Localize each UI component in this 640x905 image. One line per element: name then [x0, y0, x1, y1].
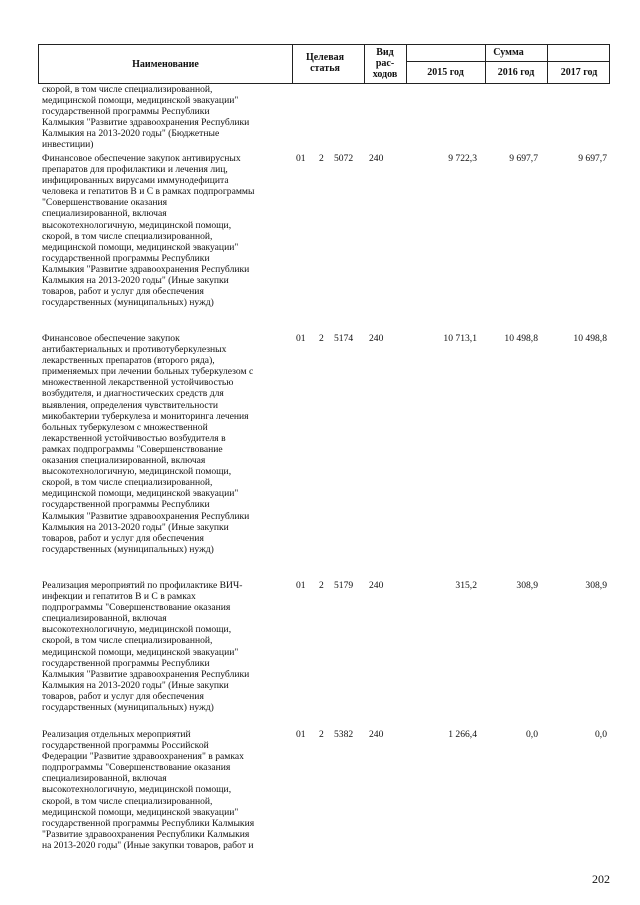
row-code-1: 01 — [296, 580, 306, 591]
row-kind: 240 — [369, 153, 384, 164]
header-2015: 2015 год — [427, 67, 464, 78]
page-number: 202 — [592, 872, 610, 886]
header-name: Наименование — [132, 59, 199, 70]
row-code-2: 2 — [319, 580, 324, 591]
header-sum: Сумма — [493, 47, 524, 58]
row-2017: 9 697,7 — [578, 153, 607, 164]
row-2015: 10 713,1 — [443, 333, 477, 344]
row-code-2: 2 — [319, 729, 324, 740]
row-kind: 240 — [369, 729, 384, 740]
row-2016: 0,0 — [526, 729, 538, 740]
row-code-3: 5072 — [334, 153, 354, 164]
row-name: Финансовое обеспечение закупок антибактериальных и противотуберкулезных лекарственных препаратов (второго ряда), применяемых при лечении больных туберкулезом с множественной лекарственной устойчивостью возбудителя, и диагностических средств для выявления, определения чувствительности микобактерии туберкулеза и мониторинга лечения больных туберкулезом с множественной лекарственной устойчивостью возбудителя в рамках подпрограммы "Совершенствование оказания специализированной, включая высокотехнологичную, медицинской помощи, скорой, в том числе специализированной, медицинской помощи, медицинской эвакуации" государственной программы Республики Калмыкия "Развитие здравоохранения Республики Калмыкия на 2013-2020 годы" (Иные закупки товаров, работ и услуг для обеспечения государственных (муниципальных) нужд) — [42, 333, 254, 555]
row-code-2: 2 — [319, 153, 324, 164]
row-2017: 10 498,8 — [573, 333, 607, 344]
row-2017: 308,9 — [585, 580, 607, 591]
row-kind: 240 — [369, 580, 384, 591]
row-name: Реализация мероприятий по профилактике ВИЧ- инфекции и гепатитов В и С в рамках подпрограммы "Совершенствование оказания специализированной, включая высокотехнологичную, медицинской помощи, скорой, в том числе специализированной, медицинской помощи, медицинской эвакуации" государственной программы Республики Калмыкия "Развитие здравоохранения Республики Калмыкия на 2013-2020 годы" (Иные закупки товаров, работ и услуг для обеспечения государственных (муниципальных) нужд) — [42, 580, 250, 714]
row-code-3: 5174 — [334, 333, 354, 344]
row-2015: 1 266,4 — [448, 729, 477, 740]
row-2017: 0,0 — [595, 729, 607, 740]
row-code-3: 5179 — [334, 580, 354, 591]
row-2015: 9 722,3 — [448, 153, 477, 164]
row-2016: 10 498,8 — [504, 333, 538, 344]
header-2017: 2017 год — [560, 67, 598, 78]
row-name: Финансовое обеспечение закупок антивирусных препаратов для профилактики и лечения лиц, инфицированных вирусами иммунодефицита человека и гепатитов В и С в рамках подпрограммы "Совершенствование оказания специализированной, включая высокотехнологичную, медицинской помощи, скорой, в том числе специализированной, медицинской помощи, медицинской эвакуации" государственной программы Республики Калмыкия "Развитие здравоохранения Республики Калмыкия на 2013-2020 годы" (Иные закупки товаров, работ и услуг для обеспечения государственных (муниципальных) нужд) — [42, 153, 255, 309]
row-code-1: 01 — [296, 333, 306, 344]
header-target: Целевая статья — [305, 52, 345, 74]
row-2016: 9 697,7 — [509, 153, 538, 164]
row-code-1: 01 — [296, 153, 306, 164]
row-code-2: 2 — [319, 333, 324, 344]
row-kind: 240 — [369, 333, 384, 344]
header-2016: 2016 год — [497, 67, 535, 78]
row-code-1: 01 — [296, 729, 306, 740]
header-kind: Вид рас-ходов — [372, 47, 398, 80]
row-code-3: 5382 — [334, 729, 354, 740]
row-name: Реализация отдельных мероприятий государственной программы Российской Федерации "Развитие здравоохранения" в рамках подпрограммы "Совершенствование оказания специализированной, включая высокотехнологичную, медицинской помощи, скорой, в том числе специализированной, медицинской помощи, медицинской эвакуации" государственной программы Республики Калмыкия "Развитие здравоохранения Республики Калмыкия на 2013-2020 годы" (Иные закупки товаров, работ и — [42, 729, 255, 851]
row-2015: 315,2 — [455, 580, 477, 591]
table-header — [38, 44, 610, 84]
row-2016: 308,9 — [516, 580, 538, 591]
row-name: скорой, в том числе специализированной, медицинской помощи, медицинской эвакуации" государственной программы Республики Калмыкия "Развитие здравоохранения Республики Калмыкия на 2013-2020 годы" (Бюджетные инвестиции) — [42, 84, 250, 151]
